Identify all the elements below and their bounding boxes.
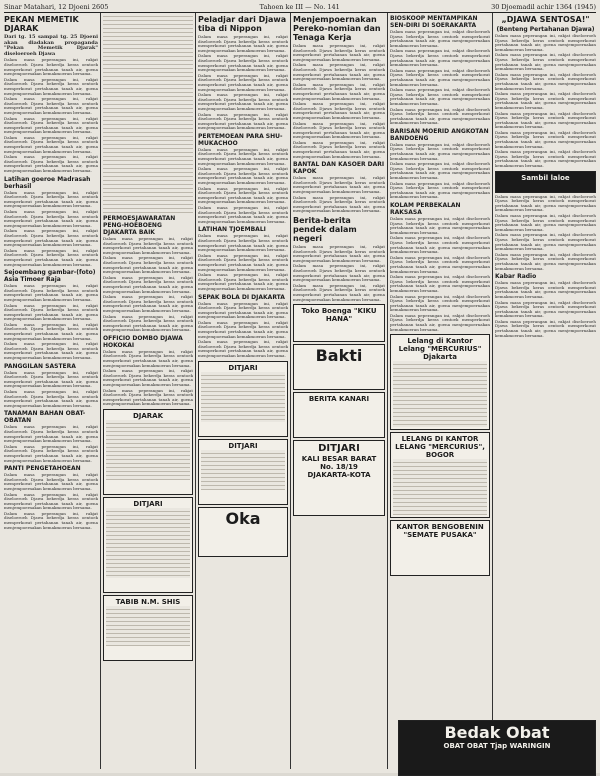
- body-text: Dalam masa peperangan ini, rakjat diseloeroeh Djawa bekerdja keras oentoek memperkoeat pertahanan tanah air, goena menjempoernakan kemakmoeran bersama.: [390, 274, 490, 293]
- body-text: Dalam masa peperangan ini, rakjat diseloeroeh Djawa bekerdja keras oentoek memperkoeat pertahanan tanah air, goena menjempoernakan kemakmoeran bersama.: [495, 33, 596, 52]
- body-text: Dalam masa peperangan ini, rakjat diseloeroeh Djawa bekerdja keras oentoek memperkoeat pertahanan tanah air, goena menjempoernakan kemakmoeran bersama.: [390, 254, 490, 274]
- body-text: Dalam masa peperangan ini, rakjat diseloeroeh Djawa bekerdja keras oentoek memperkoeat pertahanan tanah air, goena menjempoernakan kemakmoeran bersama.: [198, 252, 288, 272]
- ad-body: [106, 606, 190, 646]
- body-text: Dalam masa peperangan ini, rakjat diseloeroeh Djawa bekerdja keras oentoek memperkoeat pertahanan tanah air, goena menjempoernakan kemakmoeran bersama.: [4, 472, 98, 491]
- body-text: Dalam masa peperangan ini, rakjat diseloeroeh Djawa bekerdja keras oentoek memperkoeat pertahanan tanah air, goena menjempoernakan kemakmoeran bersama.: [198, 72, 288, 92]
- ad-city: DJAKARTA-KOTA: [307, 471, 371, 480]
- body-text: Dalam masa peperangan ini, rakjat diseloeroeh Djawa bekerdja keras oentoek memperkoeat pertahanan tanah air, goena menjempoernakan kemakmoeran bersama.: [198, 205, 288, 224]
- ad-body: [106, 508, 190, 578]
- body-text: Dalam masa peperangan ini, rakjat diseloeroeh Djawa bekerdja keras oentoek memperkoeat pertahanan tanah air, goena menjempoernakan kemakmoeran bersama.: [4, 341, 98, 361]
- ad-tabib: [103, 595, 193, 661]
- body-text: Dalam masa peperangan ini, rakjat diseloeroeh Djawa bekerdja keras oentoek memperkoeat pertahanan tanah air, goena menjempoernakan kemakmoeran bersama.: [293, 43, 385, 62]
- masthead: [4, 2, 596, 12]
- ad-body: [393, 459, 487, 515]
- ad-ditjari-1: [198, 361, 288, 437]
- body-text: Dalam masa peperangan ini, rakjat diseloeroeh Djawa bekerdja keras oentoek memperkoeat pertahanan tanah air, goena menjempoernakan kemakmoeran bersama.: [103, 387, 193, 407]
- body-text: Dalam masa peperangan ini, rakjat diseloeroeh Djawa bekerdja keras oentoek memperkoeat pertahanan tanah air, goena menjempoernakan kemakmoeran bersama.: [4, 115, 98, 135]
- body-text: Dalam masa peperangan ini, rakjat diseloeroeh Djawa bekerdja keras oentoek memperkoeat pertahanan tanah air, goena menjempoernakan kemakmoeran bersama.: [390, 161, 490, 181]
- body-text: Dalam masa peperangan ini, rakjat diseloeroeh Djawa bekerdja keras oentoek memperkoeat pertahanan tanah air, goena menjempoernakan kemakmoeran bersama.: [198, 339, 288, 359]
- ad-title: DITJARI: [228, 441, 258, 450]
- body-text: Dalam masa peperangan ini, rakjat diseloeroeh Djawa bekerdja keras oentoek memperkoeat pertahanan tanah air, goena menjempoernakan kemakmoeran bersama.: [198, 34, 288, 53]
- ad-title: Lelang di Kantor Lelang "MERCURIUS" Djakarta: [398, 337, 482, 362]
- body-text: Dalam masa peperangan ini, rakjat diseloeroeh Djawa bekerdja keras oentoek memperkoeat pertahanan tanah air, goena menjempoernakan kemakmoeran bersama.: [4, 209, 98, 228]
- body-text: Dalam masa peperangan ini, rakjat diseloeroeh Djawa bekerdja keras oentoek memperkoeat pertahanan tanah air, goena menjempoernakan kemakmoeran bersama.: [390, 48, 490, 68]
- body-text: Dalam masa peperangan ini, rakjat diseloeroeh Djawa bekerdja keras oentoek memperkoeat pertahanan tanah air, goena menjempoernakan kemakmoeran bersama.: [4, 369, 98, 389]
- ad-title: Bedak Obat: [444, 723, 550, 742]
- ad-lelang-bogor: [390, 432, 490, 518]
- body-text: Dalam masa peperangan ini, rakjat diseloeroeh Djawa bekerdja keras oentoek memperkoeat pertahanan tanah air, goena menjempoernakan kemakmoeran bersama.: [103, 294, 193, 313]
- ad-kiku-hana: [293, 304, 385, 342]
- masthead-left: Sinar Matahari, 12 Djoeni 2605: [4, 3, 109, 11]
- headline-pekan-djarak: PEKAN MEMETIK DJARAK: [4, 15, 79, 33]
- body-text: Dalam masa peperangan ini, rakjat diseloeroeh Djawa bekerdja keras oentoek memperkoeat pertahanan tanah air, goena menjempoernakan kemakmoeran bersama.: [198, 166, 288, 186]
- body-text: Dalam masa peperangan ini, rakjat diseloeroeh Djawa bekerdja keras oentoek memperkoeat pertahanan tanah air, goena menjempoernakan kemakmoeran bersama.: [390, 293, 490, 313]
- ad-bedak-obat: [398, 720, 596, 776]
- column-3: [198, 13, 288, 769]
- body-text: Dalam masa peperangan ini, rakjat diseloeroeh Djawa bekerdja keras oentoek memperkoeat pertahanan tanah air, goena menjempoernakan kemakmoeran bersama.: [495, 52, 596, 72]
- body-text: Dalam masa peperangan ini, rakjat diseloeroeh Djawa bekerdja keras oentoek memperkoeat pertahanan tanah air, goena menjempoernakan kemakmoeran bersama.: [293, 101, 385, 120]
- body-text: Dalam masa peperangan ini, rakjat diseloeroeh Djawa bekerdja keras oentoek memperkoeat pertahanan tanah air, goena menjempoernakan kemakmoeran bersama.: [4, 491, 98, 511]
- body-text: Dalam masa peperangan ini, rakjat diseloeroeh Djawa bekerdja keras oentoek memperkoeat pertahanan tanah air, goena menjempoernakan kemakmoeran bersama.: [103, 236, 193, 255]
- body-text: Dalam masa peperangan ini, rakjat diseloeroeh Djawa bekerdja keras oentoek memperkoeat pertahanan tanah air, goena menjempoernakan kemakmoeran bersama.: [495, 110, 596, 130]
- ad-bakti: [293, 344, 385, 390]
- body-text: Dalam masa peperangan ini, rakjat diseloeroeh Djawa bekerdja keras oentoek memperkoeat pertahanan tanah air, goena menjempoernakan kemakmoeran bersama.: [4, 389, 98, 408]
- body-text: Dalam masa peperangan ini, rakjat diseloeroeh Djawa bekerdja keras oentoek memperkoeat pertahanan tanah air, goena menjempoernakan kemakmoeran bersama.: [4, 228, 98, 248]
- ad-djarak: [103, 409, 193, 495]
- ad-title: Toko Boenga "KIKU HANA": [301, 307, 377, 324]
- body-text: Dalam masa peperangan ini, rakjat diseloeroeh Djawa bekerdja keras oentoek memperkoeat pertahanan tanah air, goena menjempoernakan kemakmoeran bersama.: [4, 134, 98, 154]
- body-text: Dalam masa peperangan ini, rakjat diseloeroeh Djawa bekerdja keras oentoek memperkoeat pertahanan tanah air, goena menjempoernakan kemakmoeran bersama.: [103, 368, 193, 388]
- body-text: Dalam masa peperangan ini, rakjat diseloeroeh Djawa bekerdja keras oentoek memperkoeat pertahanan tanah air, goena menjempoernakan kemakmoeran bersama.: [4, 96, 98, 115]
- column-1: [4, 13, 98, 769]
- body-text: Dalam masa peperangan ini, rakjat diseloeroeh Djawa bekerdja keras oentoek memperkoeat pertahanan tanah air, goena menjempoernakan kemakmoeran bersama.: [293, 282, 385, 302]
- body-text: Dalam masa peperangan ini, rakjat diseloeroeh Djawa bekerdja keras oentoek memperkoeat pertahanan tanah air, goena menjempoernakan kemakmoeran bersama.: [495, 299, 596, 319]
- body-text: Dalam masa peperangan ini, rakjat diseloeroeh Djawa bekerdja keras oentoek memperkoeat pertahanan tanah air, goena menjempoernakan kemakmoeran bersama.: [390, 235, 490, 255]
- headline-shu-mukachoo: PERTEMOEAN PARA SHU-MUKACHOO: [198, 132, 283, 147]
- body-text: Dalam masa peperangan ini, rakjat diseloeroeh Djawa bekerdja keras oentoek memperkoeat pertahanan tanah air, goena menjempoernakan kemakmoeran bersama.: [198, 233, 288, 253]
- headline-djawa-sentosa: „DJAWA SENTOSA!": [501, 15, 590, 24]
- body-text: Dalam masa peperangan ini, rakjat diseloeroeh Djawa bekerdja keras oentoek memperkoeat pertahanan tanah air, goena menjempoernakan kemakmoeran bersama.: [198, 300, 288, 320]
- masthead-right: 30 Djoemadil achir 1364 (1945): [491, 3, 596, 11]
- body-text: Dalam masa peperangan ini, rakjat diseloeroeh Djawa bekerdja keras oentoek memperkoeat pertahanan tanah air, goena menjempoernakan kemakmoeran bersama.: [198, 319, 288, 339]
- ad-kantor: [390, 520, 490, 576]
- column-4: [293, 13, 385, 769]
- headline-bioskoop: BIOSKOOP MENTAMPIKAN SEN-DIRI DI SOERAKARTA: [390, 15, 478, 29]
- body-text: Dalam masa peperangan ini, rakjat diseloeroeh Djawa bekerdja keras oentoek memperkoeat pertahanan tanah air, goena menjempoernakan kemakmoeran bersama.: [293, 263, 385, 283]
- banner-text: Sambil laloe: [521, 173, 570, 182]
- ad-body: [393, 361, 487, 427]
- masthead-issue: Tahoen ke III — No. 141: [259, 3, 340, 11]
- headline-officio: OFFICIO DOMBO DJAWA HOKOKAI: [103, 334, 183, 349]
- body-text: Dalam masa peperangan ini, rakjat diseloeroeh Djawa bekerdja keras oentoek memperkoeat pertahanan tanah air, goena menjempoernakan kemakmoeran bersama.: [4, 443, 98, 463]
- text-block: [103, 13, 193, 213]
- body-text: Dalam masa peperangan ini, rakjat diseloeroeh Djawa bekerdja keras oentoek memperkoeat pertahanan tanah air, goena menjempoernakan kemakmoeran bersama.: [198, 146, 288, 166]
- body-text: Dalam masa peperangan ini, rakjat diseloeroeh Djawa bekerdja keras oentoek memperkoeat pertahanan tanah air, goena menjempoernakan kemakmoeran bersama.: [4, 510, 98, 530]
- body-text: Dalam masa peperangan ini, rakjat diseloeroeh Djawa bekerdja keras oentoek memperkoeat pertahanan tanah air, goena menjempoernakan kemakmoeran bersama.: [293, 120, 385, 140]
- ad-title: BERITA KANARI: [308, 395, 370, 404]
- body-text: Dalam masa peperangan ini, rakjat diseloeroeh Djawa bekerdja keras oentoek memperkoeat pertahanan tanah air, goena menjempoernakan kemakmoeran bersama.: [4, 302, 98, 322]
- body-text: Dalam masa peperangan ini, rakjat diseloeroeh Djawa bekerdja keras oentoek memperkoeat pertahanan tanah air, goena menjempoernakan kemakmoeran bersama.: [495, 251, 596, 271]
- body-text: Dalam masa peperangan ini, rakjat diseloeroeh Djawa bekerdja keras oentoek memperkoeat pertahanan tanah air, goena menjempoernakan kemakmoeran bersama.: [293, 62, 385, 82]
- subhead-benteng: (Benteng Pertahanan Djawa): [496, 26, 595, 33]
- body-text: Dalam masa peperangan ini, rakjat diseloeroeh Djawa bekerdja keras oentoek memperkoeat pertahanan tanah air, goena menjempoernakan kemakmoeran bersama.: [390, 141, 490, 161]
- body-text: Dalam masa peperangan ini, rakjat diseloeroeh Djawa bekerdja keras oentoek memperkoeat pertahanan tanah air, goena menjempoernakan kemakmoeran bersama.: [4, 76, 98, 96]
- ad-title: Bakti: [315, 346, 363, 366]
- ad-lelang-djakarta: [390, 334, 490, 430]
- body-text: Dalam masa peperangan ini, rakjat diseloeroeh Djawa bekerdja keras oentoek memperkoeat pertahanan tanah air, goena menjempoernakan kemakmoeran bersama.: [198, 272, 288, 291]
- body-text: Dalam masa peperangan ini, rakjat diseloeroeh Djawa bekerdja keras oentoek memperkoeat pertahanan tanah air, goena menjempoernakan kemakmoeran bersama.: [293, 194, 385, 214]
- body-text: Dalam masa peperangan ini, rakjat diseloeroeh Djawa bekerdja keras oentoek memperkoeat pertahanan tanah air, goena menjempoernakan kemakmoeran bersama.: [390, 216, 490, 235]
- headline-permoesjawaratan: PERMOESJAWARATAN PENG-HOEBOENG DJAKARTA BAIK: [103, 215, 176, 236]
- body-text: Dalam masa peperangan ini, rakjat diseloeroeh Djawa bekerdja keras oentoek memperkoeat pertahanan tanah air, goena menjempoernakan kemakmoeran bersama.: [293, 139, 385, 159]
- body-text: Dalam masa peperangan ini, rakjat diseloeroeh Djawa bekerdja keras oentoek memperkoeat pertahanan tanah air, goena menjempoernakan kemakmoeran bersama.: [4, 189, 98, 209]
- body-text: Dalam masa peperangan ini, rakjat diseloeroeh Djawa bekerdja keras oentoek memperkoeat pertahanan tanah air, goena menjempoernakan kemakmoeran bersama.: [495, 71, 596, 91]
- ad-title: KANTOR BENGOBENIN "SEMATE PUSAKA": [396, 523, 484, 540]
- headline-kabar-radio: Kabar Radio: [495, 273, 537, 281]
- body-text: Dalam masa peperangan ini, rakjat diseloeroeh Djawa bekerdja keras oentoek memperkoeat pertahanan tanah air, goena menjempoernakan kemakmoeran bersama.: [4, 321, 98, 341]
- body-text: Dalam masa peperangan ini, rakjat diseloeroeh Djawa bekerdja keras oentoek memperkoeat pertahanan tanah air, goena menjempoernakan kemakmoeran bersama.: [495, 149, 596, 169]
- ad-ditjari-2: [198, 439, 288, 505]
- headline-tanaman-obat: TANAMAN BAHAN OBAT-OBATAN: [4, 410, 86, 425]
- body-text: Dalam masa peperangan ini, rakjat diseloeroeh Djawa bekerdja keras oentoek memperkoeat pertahanan tanah air, goena menjempoernakan kemakmoeran bersama.: [495, 193, 596, 213]
- ad-title: DITJARI: [318, 443, 360, 455]
- body-text: Dalam masa peperangan ini, rakjat diseloeroeh Djawa bekerdja keras oentoek memperkoeat pertahanan tanah air, goena menjempoernakan kemakmoeran bersama.: [390, 29, 490, 48]
- body-text: Dalam masa peperangan ini, rakjat diseloeroeh Djawa bekerdja keras oentoek memperkoeat pertahanan tanah air, goena menjempoernakan kemakmoeran bersama.: [390, 67, 490, 87]
- body-text: Dalam masa peperangan ini, rakjat diseloeroeh Djawa bekerdja keras oentoek memperkoeat pertahanan tanah air, goena menjempoernakan kemakmoeran bersama.: [293, 81, 385, 101]
- ad-oka: [198, 507, 288, 557]
- column-6: [495, 13, 596, 769]
- column-divider: [290, 13, 291, 769]
- column-5: [390, 13, 490, 769]
- body-text: Dalam masa peperangan ini, rakjat diseloeroeh Djawa bekerdja keras oentoek memperkoeat pertahanan tanah air, goena menjempoernakan kemakmoeran bersama.: [390, 180, 490, 200]
- body-text: Dalam masa peperangan ini, rakjat diseloeroeh Djawa bekerdja keras oentoek memperkoeat pertahanan tanah air, goena menjempoernakan kemakmoeran bersama.: [495, 91, 596, 110]
- body-text: Dalam masa peperangan ini, rakjat diseloeroeh Djawa bekerdja keras oentoek memperkoeat pertahanan tanah air, goena menjempoernakan kemakmoeran bersama.: [495, 318, 596, 338]
- body-text: Dalam masa peperangan ini, rakjat diseloeroeh Djawa bekerdja keras oentoek memperkoeat pertahanan tanah air, goena menjempoernakan kemakmoeran bersama.: [495, 232, 596, 252]
- headline-berita-pendek: Berita-berita pendek dalam negeri: [293, 216, 357, 243]
- column-divider: [195, 13, 196, 769]
- column-divider: [492, 13, 493, 769]
- body-text: Dalam masa peperangan ini, rakjat diseloeroeh Djawa bekerdja keras oentoek memperkoeat pertahanan tanah air, goena menjempoernakan kemakmoeran bersama.: [495, 280, 596, 299]
- ad-ditjari: [103, 497, 193, 593]
- body-text: Dalam masa peperangan ini, rakjat diseloeroeh Djawa bekerdja keras oentoek memperkoeat pertahanan tanah air, goena menjempoernakan kemakmoeran bersama.: [390, 87, 490, 106]
- body-text: Dalam masa peperangan ini, rakjat diseloeroeh Djawa bekerdja keras oentoek memperkoeat pertahanan tanah air, goena menjempoernakan kemakmoeran bersama.: [198, 92, 288, 111]
- body-text: Dalam masa peperangan ini, rakjat diseloeroeh Djawa bekerdja keras oentoek memperkoeat pertahanan tanah air, goena menjempoernakan kemakmoeran bersama.: [103, 274, 193, 294]
- banner-sambil-laloe: [495, 171, 596, 193]
- body-text: Dalam masa peperangan ini, rakjat diseloeroeh Djawa bekerdja keras oentoek memperkoeat pertahanan tanah air, goena menjempoernakan kemakmoeran bersama.: [4, 154, 98, 174]
- headline-panggilan-sastera: PANGGILAN SASTERA: [4, 362, 76, 370]
- body-text: Dalam masa peperangan ini, rakjat diseloeroeh Djawa bekerdja keras oentoek memperkoeat pertahanan tanah air, goena menjempoernakan kemakmoeran bersama.: [293, 244, 385, 263]
- body-text: Dalam masa peperangan ini, rakjat diseloeroeh Djawa bekerdja keras oentoek memperkoeat pertahanan tanah air, goena menjempoernakan kemakmoeran bersama.: [4, 283, 98, 302]
- body-text: Dalam masa peperangan ini, rakjat diseloeroeh Djawa bekerdja keras oentoek memperkoeat pertahanan tanah air, goena menjempoernakan kemakmoeran bersama.: [198, 53, 288, 73]
- lead-paragraph: Dari tg. 15 sampai tg. 25 Djoeni akan diadakan propaganda "Pekan Memetik Djarak" diseloeroeh Djawa: [4, 34, 98, 57]
- body-text: Dalam masa peperangan ini, rakjat diseloeroeh Djawa bekerdja keras oentoek memperkoeat pertahanan tanah air, goena menjempoernakan kemakmoeran bersama.: [293, 175, 385, 195]
- body-text: Dalam masa peperangan ini, rakjat diseloeroeh Djawa bekerdja keras oentoek memperkoeat pertahanan tanah air, goena menjempoernakan kemakmoeran bersama.: [4, 57, 98, 77]
- ad-title: TABIB N.M. SHIS: [115, 598, 181, 606]
- headline-sejoembang: Sejoembang gambar-(foto) Asia Timoer Raja: [4, 269, 96, 284]
- ad-tagline: OBAT OBAT Tjap WARINGIN: [443, 742, 551, 750]
- ad-berita-kanari: [293, 392, 385, 438]
- ad-body: [106, 420, 190, 480]
- column-2: [103, 13, 193, 769]
- ad-title: DJARAK: [132, 412, 164, 420]
- body-text: Dalam masa peperangan ini, rakjat diseloeroeh Djawa bekerdja keras oentoek memperkoeat pertahanan tanah air, goena menjempoernakan kemakmoeran bersama.: [198, 185, 288, 205]
- ad-title: LELANG DI KANTOR LELANG "MERCURIUS", BOGOR: [395, 435, 485, 460]
- headline-latihan: LATIHAN TJOEMBALI: [198, 226, 266, 234]
- ad-address: KALI BESAR BARAT No. 18/19: [301, 455, 377, 472]
- body-text: Dalam masa peperangan ini, rakjat diseloeroeh Djawa bekerdja keras oentoek memperkoeat pertahanan tanah air, goena menjempoernakan kemakmoeran bersama.: [390, 312, 490, 332]
- column-divider: [100, 13, 101, 769]
- headline-panti: PANTI PENGETAHOEAN: [4, 465, 81, 473]
- body-text: Dalam masa peperangan ini, rakjat diseloeroeh Djawa bekerdja keras oentoek memperkoeat pertahanan tanah air, goena menjempoernakan kemakmoeran bersama.: [4, 424, 98, 444]
- ad-body: [201, 450, 285, 490]
- body-text: Dalam masa peperangan ini, rakjat diseloeroeh Djawa bekerdja keras oentoek memperkoeat pertahanan tanah air, goena menjempoernakan kemakmoeran bersama.: [103, 255, 193, 275]
- body-text: Dalam masa peperangan ini, rakjat diseloeroeh Djawa bekerdja keras oentoek memperkoeat pertahanan tanah air, goena menjempoernakan kemakmoeran bersama.: [495, 129, 596, 149]
- headline-barisan-moerid: BARISAN MOERID ANGKOTAN BANDOENG: [390, 127, 489, 142]
- ad-title: DITJARI: [133, 500, 163, 508]
- column-divider: [387, 13, 388, 769]
- body-text: Dalam masa peperangan ini, rakjat diseloeroeh Djawa bekerdja keras oentoek memperkoeat pertahanan tanah air, goena menjempoernakan kemakmoeran bersama.: [390, 106, 490, 126]
- headline-bantal: BANTAL DAN KASOER DARI KAPOK: [293, 161, 385, 176]
- body-text: Dalam masa peperangan ini, rakjat diseloeroeh Djawa bekerdja keras oentoek memperkoeat pertahanan tanah air, goena menjempoernakan kemakmoeran bersama.: [103, 313, 193, 333]
- ad-title: DITJARI: [228, 363, 258, 372]
- ad-ditjari-kali-besar: [293, 440, 385, 516]
- headline-perekonomian: Menjempoernakan Pereko-nomian dan Tenaga Kerja: [293, 15, 381, 42]
- body-text: Dalam masa peperangan ini, rakjat diseloeroeh Djawa bekerdja keras oentoek memperkoeat pertahanan tanah air, goena menjempoernakan kemakmoeran bersama.: [495, 213, 596, 232]
- headline-latihan-goeroe: Latihan goeroe Madrasah berhasil: [4, 175, 91, 190]
- headline-sepak-bola: SEPAK BOLA DI DJAKARTA: [198, 293, 285, 301]
- headline-peladjar: Peladjar dari Djawa tiba di Nippon: [198, 15, 287, 33]
- ad-body: [201, 372, 285, 422]
- ad-title: Oka: [225, 508, 261, 528]
- headline-kolam: KOLAM PERBEKALAN RAKSASA: [390, 202, 461, 216]
- body-text: Dalam masa peperangan ini, rakjat diseloeroeh Djawa bekerdja keras oentoek memperkoeat pertahanan tanah air, goena menjempoernakan kemakmoeran bersama.: [103, 348, 193, 368]
- body-text: Dalam masa peperangan ini, rakjat diseloeroeh Djawa bekerdja keras oentoek memperkoeat pertahanan tanah air, goena menjempoernakan kemakmoeran bersama.: [198, 111, 288, 131]
- body-text: Dalam masa peperangan ini, rakjat diseloeroeh Djawa bekerdja keras oentoek memperkoeat pertahanan tanah air, goena menjempoernakan kemakmoeran bersama.: [4, 247, 98, 267]
